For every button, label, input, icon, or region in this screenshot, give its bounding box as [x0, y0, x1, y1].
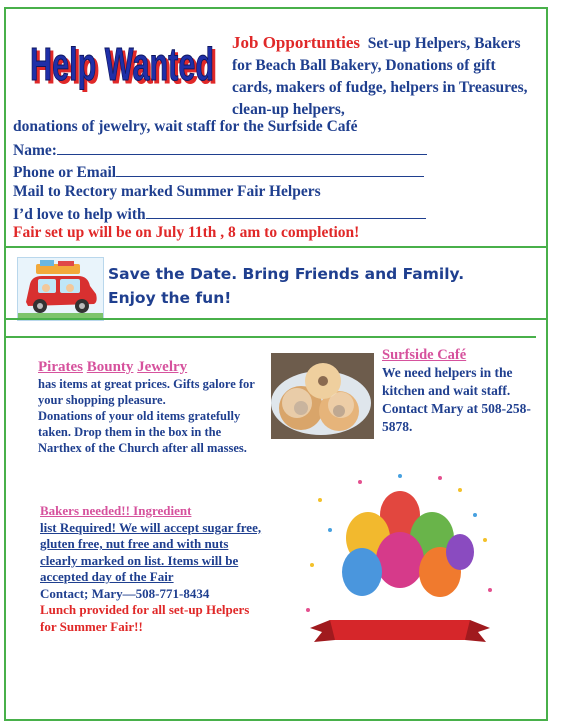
donut-photo	[271, 353, 374, 439]
svg-text:Help Wanted: Help Wanted	[33, 41, 217, 92]
bakers-section	[40, 503, 265, 635]
phone-field-row	[13, 162, 424, 182]
pirates-title-word-3: Jewelry	[137, 359, 188, 375]
cafe-title: Surfside Café	[382, 347, 467, 363]
bakers-body: list Required! We will accept sugar free, gluten free, nut free and with nuts clearly marked on list. Items will be accepted day of the Fair	[40, 519, 262, 584]
pirates-body-1: has items at great prices. Gifts galore for your shopping pleasure.	[38, 377, 255, 407]
divider-mid-2	[6, 336, 536, 338]
bakers-title: Bakers needed!! Ingredient	[40, 503, 192, 518]
mail-instructions: Mail to Rectory marked Summer Fair Helpers	[13, 183, 321, 200]
help-blank	[146, 204, 426, 219]
name-blank	[57, 140, 427, 155]
job-text-continued: donations of jewelry, wait staff for the Surfside Café	[13, 118, 358, 135]
donut-icon	[271, 353, 374, 439]
pirates-title-word-1: Pirates	[38, 359, 83, 375]
job-opportunities	[232, 32, 532, 121]
phone-label: Phone or Email	[13, 164, 117, 181]
name-label: Name:	[13, 142, 57, 159]
divider-top	[6, 246, 546, 248]
car-illustration	[17, 257, 104, 321]
balloons-illustration	[300, 470, 500, 650]
help-label: I’d love to help with	[13, 206, 146, 223]
cafe-section	[382, 346, 547, 436]
setup-notice: Fair set up will be on July 11th , 8 am to completion!	[13, 224, 360, 241]
divider-mid-1	[6, 318, 546, 320]
pirates-title	[38, 358, 263, 376]
help-field-row	[13, 204, 426, 224]
job-text: Set-up Helpers, Bakers for Beach Ball Bakery, Donations of gift cards, makers of fudge, helpers in Treasures, clean-up helpers,	[232, 35, 528, 118]
pirates-body-2: Donations of your old items gratefully taken. Drop them in the box in the Narthex of the Church after all masses.	[38, 409, 247, 455]
save-the-date: Save the Date. Bring Friends and Family. Enjoy the fun!	[108, 265, 465, 307]
lunch-notice: Lunch provided for all set-up Helpers for Summer Fair!!	[40, 602, 250, 634]
name-field-row	[13, 140, 427, 160]
help-wanted-logo	[30, 36, 220, 92]
bakers-contact: Contact; Mary—508-771-8434	[40, 585, 210, 601]
pirates-section	[38, 358, 263, 456]
car-icon	[18, 258, 103, 320]
cafe-body: We need helpers in the kitchen and wait staff. Contact Mary at 508-258-5878.	[382, 365, 531, 434]
phone-blank	[116, 162, 424, 177]
pirates-title-word-2: Bounty	[86, 359, 134, 375]
help-wanted-text: Help Wanted	[30, 38, 214, 90]
job-title: Job Opportunties	[232, 33, 360, 52]
